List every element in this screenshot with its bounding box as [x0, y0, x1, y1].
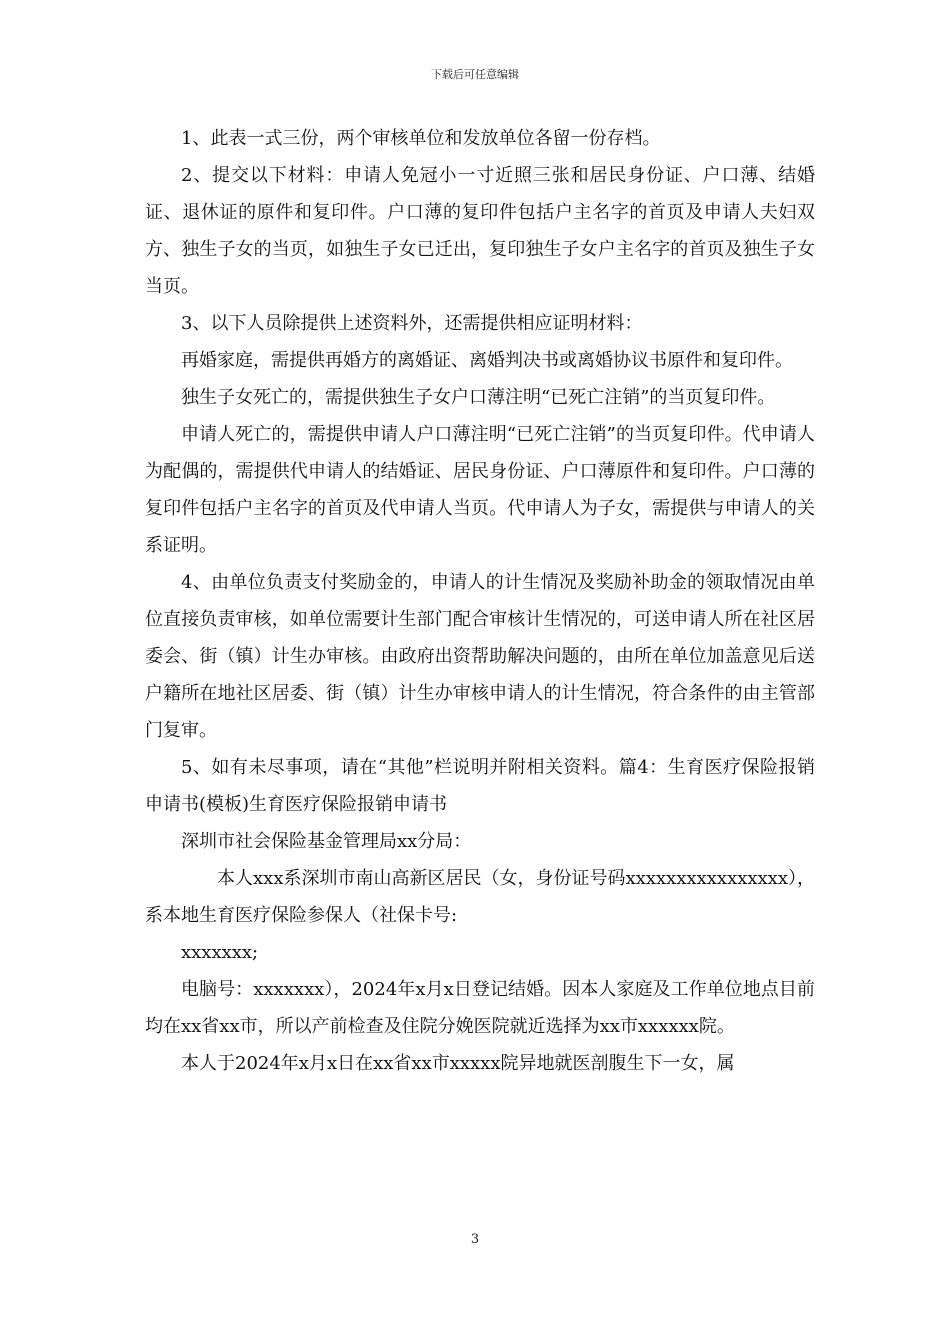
letter-salutation: 深圳市社会保险基金管理局xx分局：: [181, 831, 472, 852]
document-body: [145, 120, 815, 1082]
letter-card-number: xxxxxxx;: [181, 942, 259, 963]
paragraph-4: 4、由单位负责支付奖励金的，申请人的计生情况及奖励补助金的领取情况由单位直接负责审核，如单位需要计生部门配合审核计生情况的，可送申请人所在社区居委会、街（镇）计生办审核。由政府出资帮助解决问题的，由所在单位加盖意见后送户籍所在地社区居委、街（镇）计生办审核申请人的计生情况，符合条件的由主管部门复审。: [145, 572, 815, 741]
paragraph-5: 5、如有未尽事项，请在“其他”栏说明并附相关资料。篇4：生育医疗保险报销申请书(模板)生育医疗保险报销申请书: [145, 757, 815, 815]
paragraph-remarriage: 再婚家庭，需提供再婚方的离婚证、离婚判决书或离婚协议书原件和复印件。: [181, 350, 793, 371]
letter-intro: 本人xxx系深圳市南山高新区居民（女，身份证号码xxxxxxxxxxxxxxxx），系本地生育医疗保险参保人（社保卡号:: [145, 868, 815, 926]
letter-computer-number: 电脑号：xxxxxxx），2024年x月x日登记结婚。因本人家庭及工作单位地点目前均在xx省xx市，所以产前检查及住院分娩医院就近选择为xx市xxxxxx院。: [145, 979, 815, 1037]
paragraph-child-death: 独生子女死亡的，需提供独生子女户口薄注明“已死亡注销”的当页复印件。: [181, 387, 776, 408]
paragraph-3: 3、以下人员除提供上述资料外，还需提供相应证明材料：: [181, 313, 643, 334]
paragraph-2: 2、提交以下材料：申请人免冠小一寸近照三张和居民身份证、户口薄、结婚证、退休证的原件和复印件。户口薄的复印件包括户主名字的首页及申请人夫妇双方、独生子女的当页，如独生子女已迁出，复印独生子女户主名字的首页及独生子女当页。: [145, 165, 815, 297]
page-number: 3: [470, 1232, 480, 1247]
paragraph-1: 1、此表一式三份，两个审核单位和发放单位各留一份存档。: [181, 128, 661, 149]
letter-birth-statement: 本人于2024年x月x日在xx省xx市xxxxx院异地就医剖腹生下一女，属: [181, 1053, 735, 1074]
page-header-note: 下载后可任意编辑: [431, 68, 519, 81]
paragraph-applicant-death: 申请人死亡的，需提供申请人户口薄注明“已死亡注销”的当页复印件。代申请人为配偶的，需提供代申请人的结婚证、居民身份证、户口薄原件和复印件。户口薄的复印件包括户主名字的首页及代申请人当页。代申请人为子女，需提供与申请人的关系证明。: [145, 424, 815, 556]
